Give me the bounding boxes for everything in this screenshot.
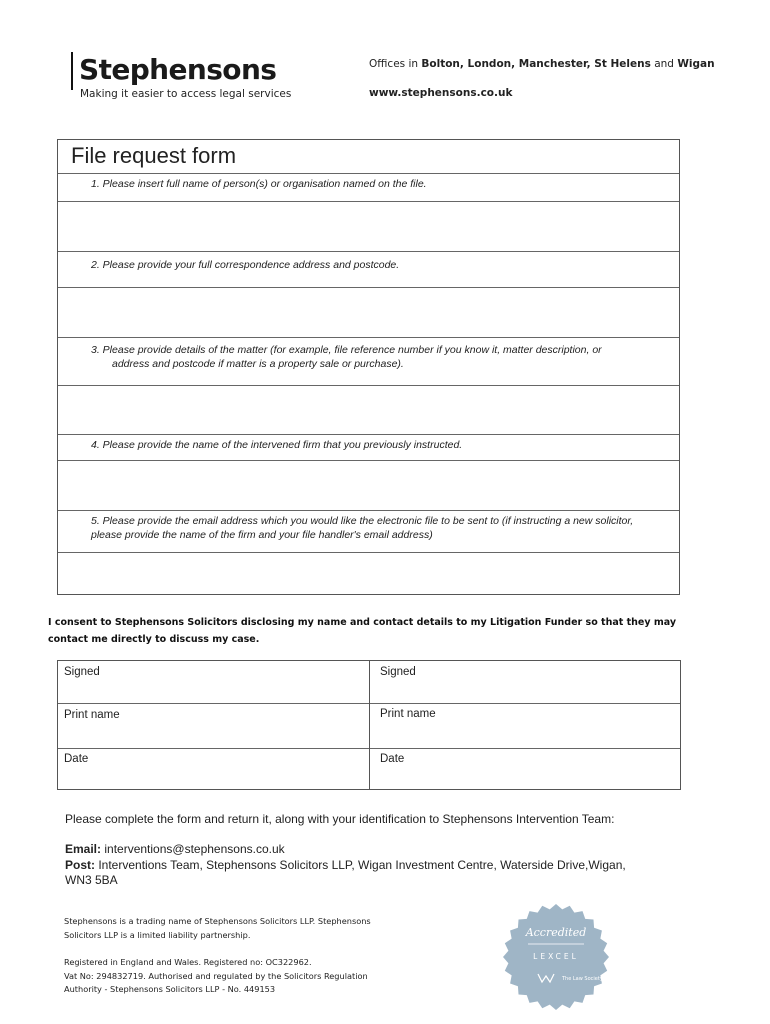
date-label-left: Date [64,753,89,765]
brand-logo: Stephensons [79,53,277,86]
offices-text: Offices in Bolton, London, Manchester, St Helens and Wigan [369,58,715,70]
question-5-cont: please provide the name of the firm and your file handler's email address) [91,529,433,541]
print-name-label-right: Print name [380,708,436,720]
legal-footer: Stephensons is a trading name of Stephensons Solicitors LLP. Stephensons Solicitors LLP is a limited liability partnership. Registered in England and Wales. Registered no: OC322962. Vat No: 294832719. Authorised and regulated by the Solicitors Regulation Authority - Stephensons Solicitors LLP - No. 449153 [64,916,371,994]
website-link[interactable]: www.stephensons.co.uk [369,87,513,99]
signed-label-right: Signed [380,666,416,678]
form-title: File request form [71,143,237,168]
divider [369,661,370,789]
lexcel-accreditation-badge [502,903,610,1011]
consent-statement: I consent to Stephensons Solicitors disclosing my name and contact details to my Litigation Funder so that they may contact me directly to discuss my case. [48,617,677,645]
question-1: 1. Please insert full name of person(s) or organisation named on the file. [91,178,427,190]
question-2: 2. Please provide your full correspondence address and postcode. [91,259,400,271]
return-instructions: Please complete the form and return it, along with your identification to Stephensons Intervention Team: [65,812,615,826]
email-link[interactable]: interventions@stephensons.co.uk [101,842,285,856]
divider [58,510,679,511]
question-3: 3. Please provide details of the matter (for example, file reference number if you know it, matter description, or [91,344,602,356]
question-3-cont: address and postcode if matter is a property sale or purchase). [112,358,404,370]
signature-table [57,660,681,790]
contact-details: Email: interventions@stephensons.co.uk Post: Interventions Team, Stephensons Solicitors LLP, Wigan Investment Centre, Waterside Drive,Wigan, WN3 5BA [65,842,626,887]
divider [58,251,679,252]
answer-field-5[interactable] [58,552,679,594]
question-4: 4. Please provide the name of the intervened firm that you previously instructed. [91,439,463,451]
answer-field-3[interactable] [58,385,679,432]
divider [58,434,679,435]
answer-field-1[interactable] [58,201,679,250]
signed-label-left: Signed [64,666,100,678]
badge-law-society: The Law Society [562,976,603,982]
answer-field-4[interactable] [58,460,679,509]
answer-field-2[interactable] [58,287,679,336]
divider [58,173,679,174]
divider [58,337,679,338]
badge-accredited: Accredited [525,926,587,939]
logo-bar [71,52,73,90]
brand-tagline: Making it easier to access legal services [80,88,292,100]
date-label-right: Date [380,753,405,765]
badge-lexcel: LEXCEL [533,952,579,961]
question-5: 5. Please provide the email address which you would like the electronic file to be sent to (if instructing a new solicitor, [91,515,634,527]
print-name-label-left: Print name [64,709,120,721]
